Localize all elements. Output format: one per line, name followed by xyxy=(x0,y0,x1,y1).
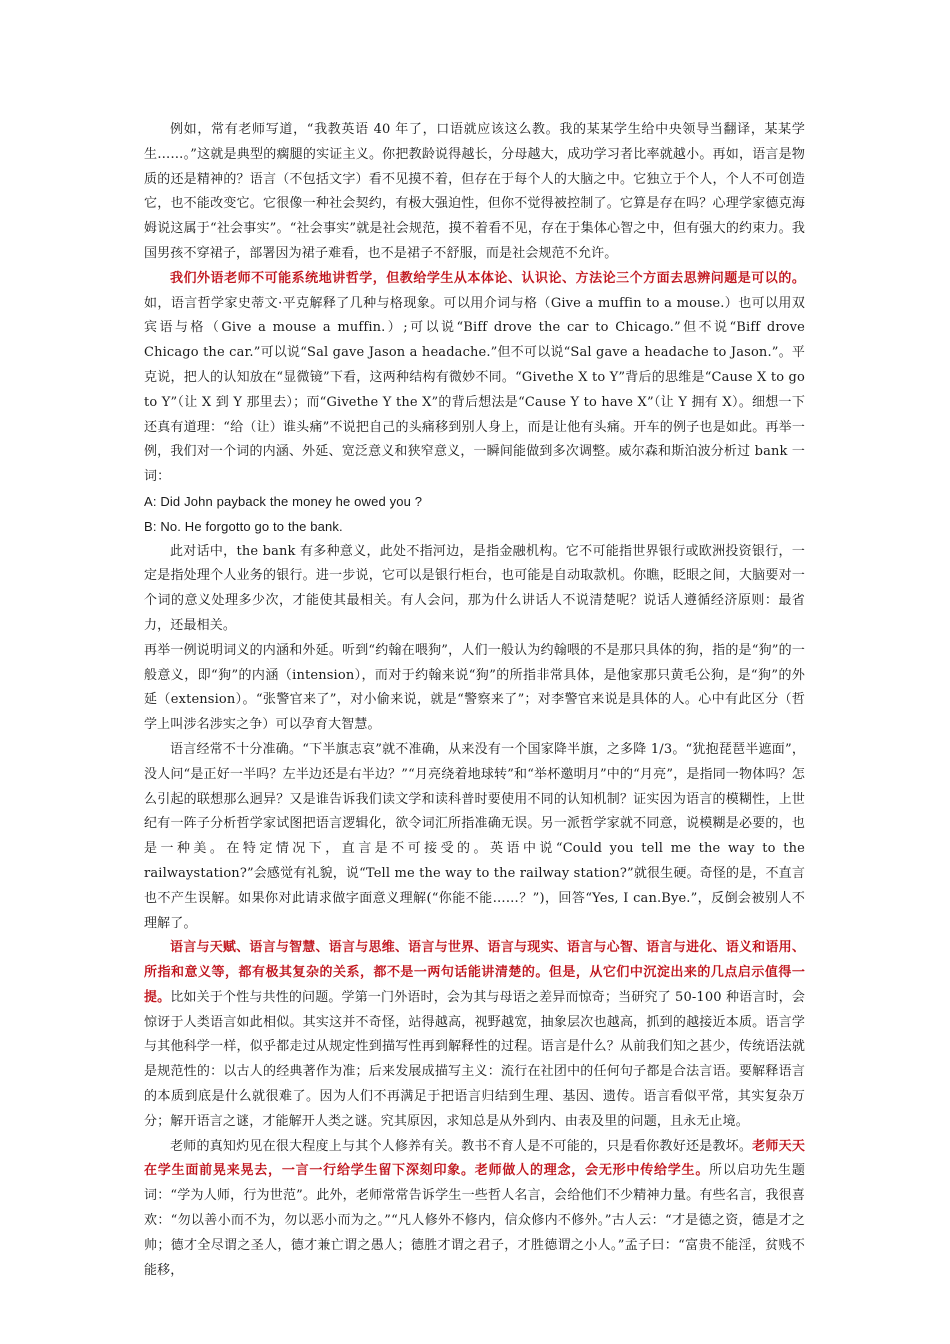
text-run: 此对话中，the bank 有多种意义，此处不指河边，是指金融机构。它不可能指世界银行或欧洲投资银行，一定是指处理个人业务的银行。进一步说，它可以是银行柜台，也可能是自动取款机。你瞧，眨眼之间，大脑要对一个词的意义处理多少次，才能使其最相关。有人会问，那为什么讲话人不说清楚呢？说话人遵循经济原则：最省力，还最相关。 xyxy=(144,543,805,633)
dialogue-line-b xyxy=(144,515,805,540)
text-run: B: No. He forgotto go to the bank. xyxy=(144,518,343,534)
text-run: 语言经常不十分准确。“下半旗志哀”就不准确，从来没有一个国家降半旗，之多降 1/3。“犹抱琵琶半遮面”，没人问“是正好一半吗？左半边还是右半边？”“月亮绕着地球转”和“举杯邀明月”中的“月亮”，是指同一物体吗？怎么引起的联想那么迥异？又是谁告诉我们读文学和读科普时要使用不同的认知机制？证实因为语言的模糊性，上世纪有一阵子分析哲学家试图把语言逻辑化，欲令词汇所指准确无误。另一派哲学家就不同意，说模糊是必要的，也是一种美。在特定情况下，直言是不可接受的。英语中说“Could you tell me the way to the railwaystation?”会感觉有礼貌，说“Tell me the way to the railway station?”就很生硬。奇怪的是，不直言也不产生误解。如果你对此请求做字面意义理解(“你能不能……？”)，回答“Yes, I can.Bye.”，反倒会被别人不理解了。 xyxy=(144,741,805,931)
highlighted-text-run: 老师天天在学生面前晃来晃去，一言一行给学生留下深刻印象。老师做人的理念，会无形中传给学生。 xyxy=(144,1138,805,1179)
text-run: 老师的真知灼见在很大程度上与其个人修养有关。教书不育人是不可能的，只是看你教好还是教坏。 xyxy=(170,1138,753,1154)
text-run: A: Did John payback the money he owed you ? xyxy=(144,493,423,509)
text-run: 如，语言哲学家史蒂文·平克解释了几种与格现象。可以用介词与格（Give a muffin to a mouse.）也可以用双宾语与格（Give a mouse a muffin.）;可以说“Biff drove the car to Chicago.”但不说“Biff drove Chicago the car.”可以说“Sal gave Jason a headache.”但不可以说“Sal gave a headache to Jason.”。平克说，把人的认知放在“显微镜”下看，这两种结构有微妙不同。“Givethe X to Y”背后的思维是“Cause X to go to Y”（让 X 到 Y 那里去）；而“Givethe Y the X”的背后想法是“Cause Y to have X”（让 Y 拥有 X）。细想一下还真有道理：“给（让）谁头痛”不说把自己的头痛移到别人身上，而是让他有头痛。开车的例子也是如此。再举一例，我们对一个词的内涵、外延、宽泛意义和狭窄意义，一瞬间能做到多次调整。威尔森和斯泊波分析过 bank 一词： xyxy=(144,295,805,485)
document-page xyxy=(144,118,805,1283)
paragraph-8 xyxy=(144,936,805,1134)
highlighted-text-run: 我们外语老师不可能系统地讲哲学，但教给学生从本体论、认识论、方法论三个方面去思辨问题是可以的。 xyxy=(170,270,805,286)
paragraph-5 xyxy=(144,540,805,639)
paragraph-9 xyxy=(144,1135,805,1284)
paragraph-1 xyxy=(144,118,805,267)
text-run: 所以启功先生题词：“学为人师，行为世范”。此外，老师常常告诉学生一些哲人名言，会给他们不少精神力量。有些名言，我很喜欢：“勿以善小而不为，勿以恶小而为之。”“凡人修外不修内，信众修内不修外。”古人云：“才是德之资，德是才之帅；德才全尽谓之圣人，德才兼亡谓之愚人；德胜才谓之君子，才胜德谓之小人。”孟子曰：“富贵不能淫，贫贱不能移， xyxy=(144,1163,805,1278)
paragraph-7 xyxy=(144,738,805,936)
text-run: 再举一例说明词义的内涵和外延。听到“约翰在喂狗”，人们一般认为约翰喂的不是那只具体的狗，指的是“狗”的一般意义，即“狗”的内涵（intension），而对于约翰来说“狗”的所指非常具体，是他家那只黄毛公狗，是“狗”的外延（extension）。“张警官来了”，对小偷来说，就是“警察来了”；对李警官来说是具体的人。心中有此区分（哲学上叫涉名涉实之争）可以孕育大智慧。 xyxy=(144,642,805,733)
text-run: 例如，常有老师写道，“我教英语 40 年了，口语就应该这么教。我的某某学生给中央领导当翻译，某某学生……。”这就是典型的瘸腿的实证主义。你把教龄说得越长，分母越大，成功学习者比率就越小。再如，语言是物质的还是精神的？语言（不包括文字）看不见摸不着，但存在于每个人的大脑之中。它独立于个人，个人不可创造它，也不能改变它。它很像一种社会契约，有极大强迫性，但你不觉得被控制了。它算是存在吗？心理学家德克海姆说这属于“社会事实”。“社会事实”就是社会规范，摸不着看不见，存在于集体心智之中，但有强大的约束力。我国男孩不穿裙子，部署因为裙子难看，也不是裙子不舒服，而是社会规范不允许。 xyxy=(144,122,805,261)
paragraph-6 xyxy=(144,639,805,738)
highlighted-text-run: 语言与天赋、语言与智慧、语言与思维、语言与世界、语言与现实、语言与心智、语言与进化、语义和语用、所指和意义等，都有极其复杂的关系，都不是一两句话能讲清楚的。但是，从它们中沉淀出来的几点启示值得一提。 xyxy=(144,940,805,1005)
paragraph-2 xyxy=(144,267,805,490)
dialogue-line-a xyxy=(144,490,805,515)
text-run: 比如关于个性与共性的问题。学第一门外语时，会为其与母语之差异而惊奇；当研究了 50-100 种语言时，会惊讶于人类语言如此相似。其实这并不奇怪，站得越高，视野越宽，抽象层次也越高，抓到的越接近本质。语言学与其他科学一样，似乎都走过从规定性到描写性再到解释性的过程。语言是什么？从前我们知之甚少，传统语法就是规范性的：以古人的经典著作为准；后来发展成描写主义：流行在社团中的任何句子都是合法言语。要解释语言的本质到底是什么就很难了。因为人们不再满足于把语言归结到生理、基因、遗传。语言看似平常，其实复杂万分；解开语言之谜，才能解开人类之谜。究其原因，求知总是从外到内、由表及里的问题，且永无止境。 xyxy=(144,989,805,1129)
